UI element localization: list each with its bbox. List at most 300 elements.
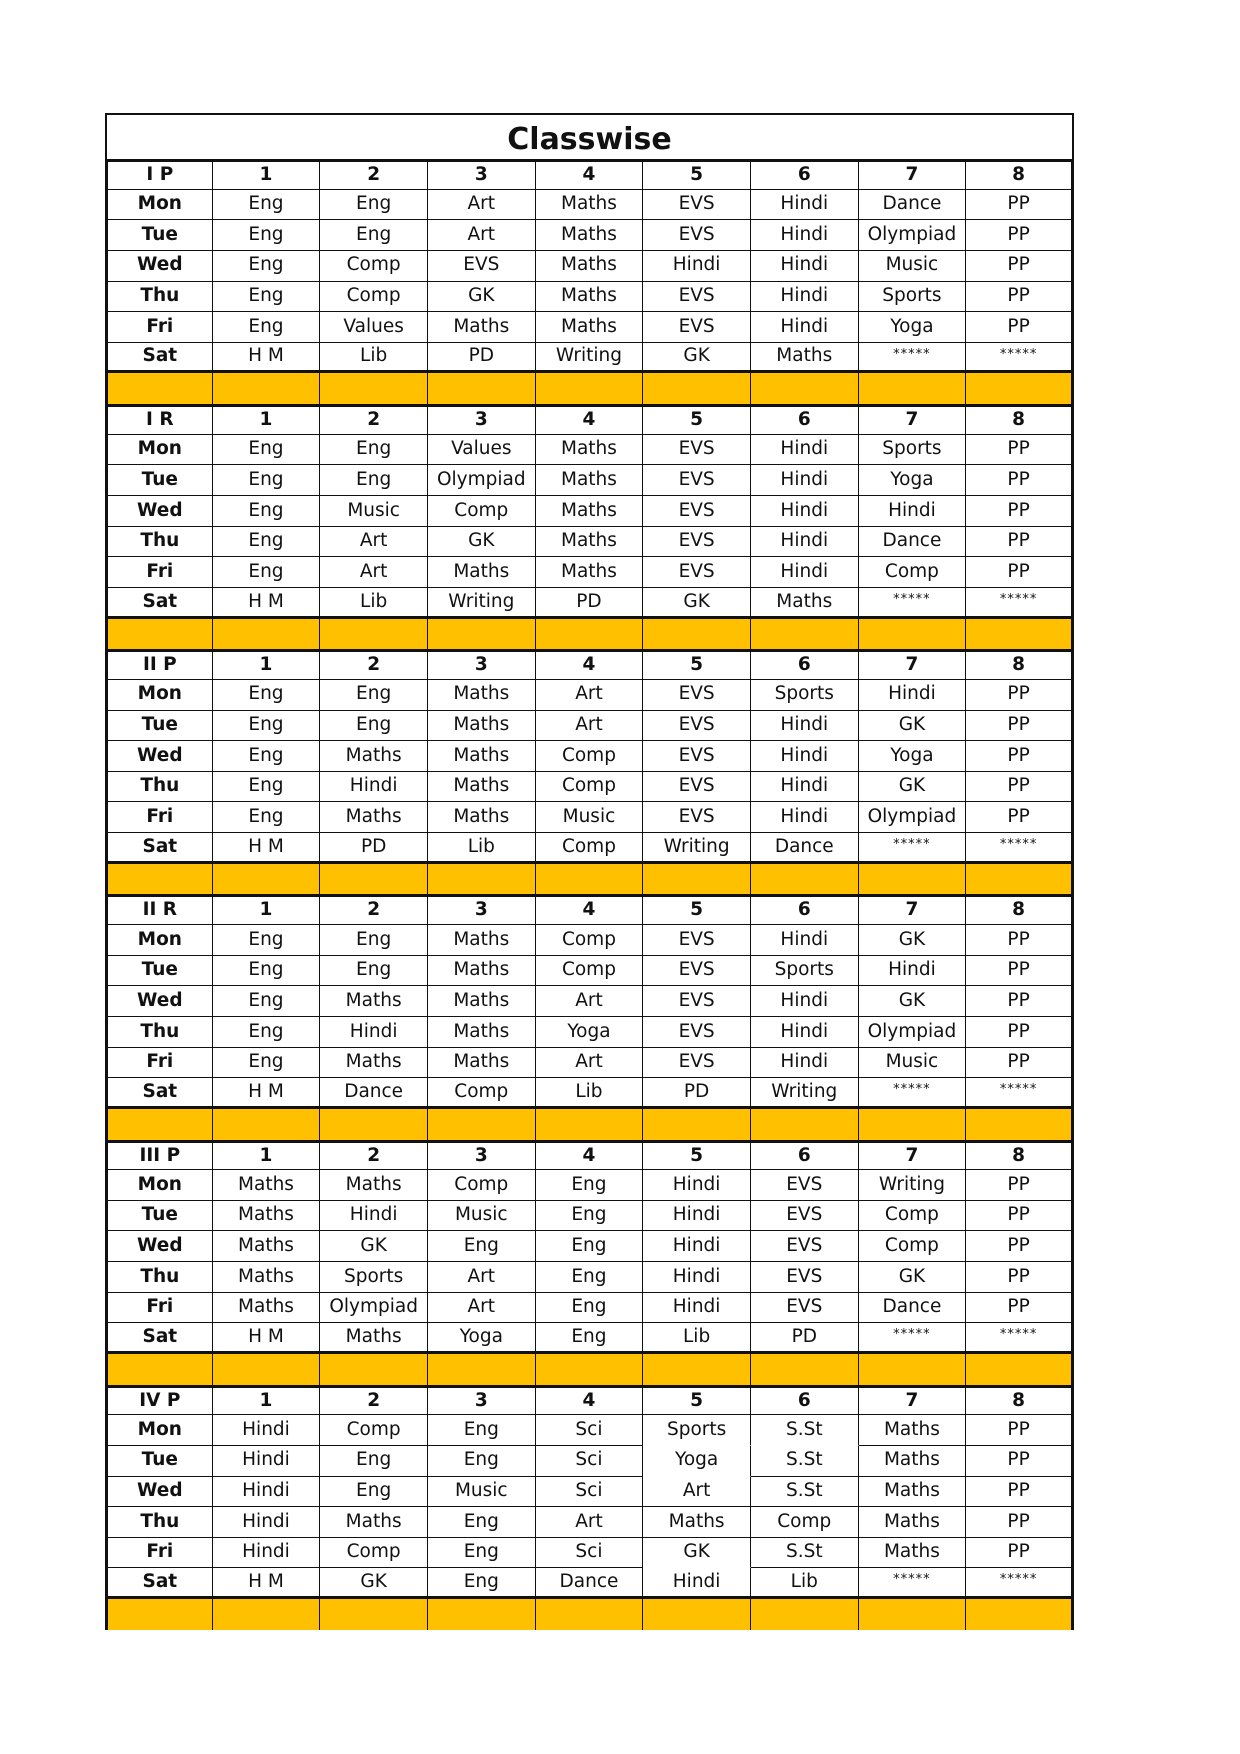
subject-cell: Hindi: [751, 312, 859, 343]
period-number: 5: [643, 894, 751, 925]
day-label: Thu: [105, 1507, 213, 1538]
subject-cell: Hindi: [751, 986, 859, 1017]
day-label: Sat: [105, 343, 213, 374]
subject-cell: Sports: [751, 956, 859, 987]
subject-cell: GK: [859, 711, 967, 742]
subject-cell: Maths: [428, 557, 536, 588]
subject-cell: H M: [213, 1568, 321, 1599]
period-number: 3: [428, 159, 536, 190]
period-number: 6: [751, 894, 859, 925]
separator-cell: [859, 864, 967, 895]
subject-cell: Maths: [859, 1415, 967, 1446]
subject-cell: PP: [966, 925, 1074, 956]
day-row: [105, 1477, 1074, 1508]
subject-cell: PP: [966, 1017, 1074, 1048]
subject-cell: S.St: [751, 1538, 859, 1569]
subject-cell: GK: [859, 986, 967, 1017]
subject-cell: Comp: [751, 1507, 859, 1538]
separator-row: [105, 373, 1074, 404]
period-number: 7: [859, 1385, 967, 1416]
subject-cell: Dance: [320, 1078, 428, 1109]
period-number: 2: [320, 159, 428, 190]
subject-cell: Sports: [643, 1415, 751, 1446]
period-number: 7: [859, 404, 967, 435]
subject-cell: Writing: [643, 833, 751, 864]
subject-cell: Maths: [751, 343, 859, 374]
subject-cell: Eng: [536, 1293, 644, 1324]
subject-cell: Eng: [320, 465, 428, 496]
subject-cell: Art: [428, 190, 536, 221]
subject-cell: GK: [320, 1231, 428, 1262]
separator-row: [105, 1599, 1074, 1630]
subject-cell: Maths: [859, 1507, 967, 1538]
subject-cell: Art: [536, 986, 644, 1017]
subject-cell: PP: [966, 190, 1074, 221]
day-label: Tue: [105, 1201, 213, 1232]
period-number: 6: [751, 159, 859, 190]
period-number: 1: [213, 894, 321, 925]
separator-cell: [536, 1354, 644, 1385]
day-label: Mon: [105, 680, 213, 711]
empty-period-cell: *****: [859, 588, 967, 619]
separator-cell: [536, 1109, 644, 1140]
subject-cell: Lib: [428, 833, 536, 864]
class-header-row: [105, 1385, 1074, 1416]
separator-cell: [643, 373, 751, 404]
subject-cell: Hindi: [213, 1507, 321, 1538]
subject-cell: PP: [966, 1262, 1074, 1293]
subject-cell: Lib: [320, 343, 428, 374]
day-row: [105, 312, 1074, 343]
subject-cell: Art: [536, 1048, 644, 1079]
day-row: [105, 772, 1074, 803]
subject-cell: Writing: [751, 1078, 859, 1109]
subject-cell: Hindi: [859, 680, 967, 711]
day-label: Tue: [105, 220, 213, 251]
subject-cell: EVS: [643, 1048, 751, 1079]
separator-cell: [966, 1354, 1074, 1385]
subject-cell: GK: [643, 343, 751, 374]
period-number: 4: [536, 894, 644, 925]
subject-cell: Hindi: [751, 1017, 859, 1048]
subject-cell: PD: [536, 588, 644, 619]
day-label: Sat: [105, 588, 213, 619]
subject-cell: Hindi: [751, 190, 859, 221]
subject-cell: EVS: [643, 956, 751, 987]
subject-cell: Olympiad: [428, 465, 536, 496]
day-label: Sat: [105, 833, 213, 864]
period-number: 6: [751, 1140, 859, 1171]
subject-cell: PP: [966, 802, 1074, 833]
subject-cell: Eng: [213, 986, 321, 1017]
period-number: 2: [320, 894, 428, 925]
day-row: [105, 190, 1074, 221]
day-row: [105, 986, 1074, 1017]
subject-cell: Maths: [320, 986, 428, 1017]
subject-cell: Comp: [428, 496, 536, 527]
subject-cell: GK: [643, 588, 751, 619]
period-number: 5: [643, 1385, 751, 1416]
subject-cell: Eng: [536, 1231, 644, 1262]
day-label: Mon: [105, 190, 213, 221]
day-row: [105, 1231, 1074, 1262]
subject-cell: EVS: [428, 251, 536, 282]
day-label: Thu: [105, 1262, 213, 1293]
subject-cell: Art: [536, 680, 644, 711]
class-header-row: [105, 159, 1074, 190]
day-row: [105, 1293, 1074, 1324]
subject-cell: PP: [966, 680, 1074, 711]
subject-cell: Writing: [536, 343, 644, 374]
subject-cell: Hindi: [751, 711, 859, 742]
period-number: 2: [320, 1385, 428, 1416]
subject-cell: Dance: [859, 527, 967, 558]
subject-cell: GK: [320, 1568, 428, 1599]
subject-cell: Comp: [859, 1201, 967, 1232]
class-name: I P: [105, 159, 213, 190]
subject-cell: Maths: [320, 741, 428, 772]
class-block: [105, 894, 1074, 1139]
period-number: 3: [428, 1385, 536, 1416]
subject-cell: Maths: [320, 1170, 428, 1201]
subject-cell: Music: [536, 802, 644, 833]
subject-cell: Hindi: [643, 1293, 751, 1324]
subject-cell: Hindi: [213, 1415, 321, 1446]
class-block: [105, 404, 1074, 649]
subject-cell: Sports: [859, 282, 967, 313]
subject-cell: S.St: [751, 1446, 859, 1477]
subject-cell: Hindi: [751, 741, 859, 772]
subject-cell: Sci: [536, 1477, 644, 1508]
subject-cell: Eng: [213, 1017, 321, 1048]
period-number: 4: [536, 404, 644, 435]
subject-cell: PP: [966, 1446, 1074, 1477]
subject-cell: Comp: [428, 1170, 536, 1201]
class-header-row: [105, 894, 1074, 925]
subject-cell: Olympiad: [859, 1017, 967, 1048]
subject-cell: Hindi: [751, 1048, 859, 1079]
day-label: Fri: [105, 1293, 213, 1324]
subject-cell: Hindi: [751, 527, 859, 558]
subject-cell: Maths: [859, 1538, 967, 1569]
subject-cell: Comp: [320, 1415, 428, 1446]
day-row: [105, 557, 1074, 588]
subject-cell: PP: [966, 282, 1074, 313]
subject-cell: PP: [966, 1507, 1074, 1538]
day-label: Wed: [105, 741, 213, 772]
separator-cell: [105, 1109, 213, 1140]
subject-cell: Maths: [536, 312, 644, 343]
empty-period-cell: *****: [966, 1568, 1074, 1599]
subject-cell: Hindi: [320, 1017, 428, 1048]
separator-cell: [536, 373, 644, 404]
subject-cell: Eng: [213, 251, 321, 282]
subject-cell: Sports: [859, 435, 967, 466]
subject-cell: Comp: [536, 925, 644, 956]
separator-row: [105, 1354, 1074, 1385]
period-number: 7: [859, 649, 967, 680]
subject-cell: Yoga: [643, 1446, 751, 1477]
period-number: 1: [213, 1385, 321, 1416]
period-number: 1: [213, 159, 321, 190]
day-row: [105, 956, 1074, 987]
subject-cell: Comp: [859, 1231, 967, 1262]
subject-cell: Olympiad: [859, 802, 967, 833]
subject-cell: Writing: [859, 1170, 967, 1201]
separator-cell: [213, 1599, 321, 1630]
subject-cell: Eng: [428, 1446, 536, 1477]
subject-cell: Eng: [536, 1201, 644, 1232]
separator-row: [105, 619, 1074, 650]
subject-cell: H M: [213, 588, 321, 619]
subject-cell: Eng: [428, 1415, 536, 1446]
subject-cell: Art: [643, 1477, 751, 1508]
period-number: 5: [643, 1140, 751, 1171]
separator-cell: [751, 619, 859, 650]
day-label: Tue: [105, 1446, 213, 1477]
subject-cell: EVS: [751, 1170, 859, 1201]
subject-cell: EVS: [643, 190, 751, 221]
period-number: 4: [536, 649, 644, 680]
subject-cell: Maths: [536, 557, 644, 588]
separator-cell: [105, 373, 213, 404]
class-name: II R: [105, 894, 213, 925]
subject-cell: Eng: [213, 527, 321, 558]
subject-cell: Maths: [536, 527, 644, 558]
day-label: Sat: [105, 1323, 213, 1354]
subject-cell: Eng: [213, 711, 321, 742]
separator-cell: [428, 373, 536, 404]
subject-cell: Eng: [213, 956, 321, 987]
subject-cell: Art: [536, 1507, 644, 1538]
day-row: [105, 925, 1074, 956]
subject-cell: Eng: [213, 772, 321, 803]
separator-cell: [643, 619, 751, 650]
class-block: [105, 1140, 1074, 1385]
subject-cell: EVS: [643, 435, 751, 466]
separator-row: [105, 1109, 1074, 1140]
class-header-row: [105, 404, 1074, 435]
subject-cell: Eng: [320, 1477, 428, 1508]
day-row: [105, 251, 1074, 282]
day-label: Fri: [105, 557, 213, 588]
subject-cell: Eng: [320, 925, 428, 956]
subject-cell: Comp: [536, 956, 644, 987]
subject-cell: H M: [213, 1078, 321, 1109]
subject-cell: PD: [428, 343, 536, 374]
subject-cell: Comp: [320, 282, 428, 313]
period-number: 2: [320, 404, 428, 435]
subject-cell: Maths: [213, 1293, 321, 1324]
subject-cell: Maths: [428, 711, 536, 742]
subject-cell: Dance: [751, 833, 859, 864]
subject-cell: Eng: [536, 1323, 644, 1354]
separator-cell: [213, 1109, 321, 1140]
period-number: 3: [428, 649, 536, 680]
separator-cell: [751, 373, 859, 404]
day-label: Thu: [105, 772, 213, 803]
subject-cell: Comp: [536, 833, 644, 864]
day-row: [105, 527, 1074, 558]
separator-cell: [536, 864, 644, 895]
day-label: Wed: [105, 1231, 213, 1262]
day-label: Mon: [105, 1170, 213, 1201]
separator-cell: [966, 1599, 1074, 1630]
subject-cell: Maths: [320, 1323, 428, 1354]
empty-period-cell: *****: [859, 343, 967, 374]
subject-cell: Eng: [213, 312, 321, 343]
subject-cell: Maths: [751, 588, 859, 619]
separator-cell: [428, 1599, 536, 1630]
day-label: Mon: [105, 435, 213, 466]
day-row: [105, 343, 1074, 374]
subject-cell: PP: [966, 312, 1074, 343]
subject-cell: GK: [859, 925, 967, 956]
separator-cell: [213, 864, 321, 895]
separator-cell: [859, 1354, 967, 1385]
separator-cell: [643, 1599, 751, 1630]
subject-cell: PP: [966, 527, 1074, 558]
subject-cell: Maths: [428, 741, 536, 772]
period-number: 2: [320, 1140, 428, 1171]
subject-cell: Maths: [536, 220, 644, 251]
subject-cell: Music: [428, 1201, 536, 1232]
subject-cell: Sci: [536, 1446, 644, 1477]
day-row: [105, 1568, 1074, 1599]
subject-cell: Hindi: [320, 772, 428, 803]
day-label: Fri: [105, 1048, 213, 1079]
empty-period-cell: *****: [859, 1568, 967, 1599]
separator-cell: [643, 1354, 751, 1385]
class-name: III P: [105, 1140, 213, 1171]
subject-cell: Hindi: [751, 220, 859, 251]
class-header-row: [105, 1140, 1074, 1171]
subject-cell: PP: [966, 1415, 1074, 1446]
subject-cell: Eng: [213, 282, 321, 313]
subject-cell: Maths: [536, 465, 644, 496]
subject-cell: Art: [428, 1262, 536, 1293]
day-label: Thu: [105, 1017, 213, 1048]
subject-cell: Yoga: [859, 741, 967, 772]
day-row: [105, 1170, 1074, 1201]
subject-cell: PP: [966, 496, 1074, 527]
subject-cell: EVS: [643, 1017, 751, 1048]
period-number: 8: [966, 649, 1074, 680]
period-number: 8: [966, 1140, 1074, 1171]
class-blocks: [105, 159, 1074, 1630]
separator-cell: [966, 864, 1074, 895]
class-block: [105, 649, 1074, 894]
subject-cell: Maths: [536, 282, 644, 313]
separator-cell: [105, 619, 213, 650]
subject-cell: Maths: [536, 496, 644, 527]
day-label: Sat: [105, 1568, 213, 1599]
subject-cell: PP: [966, 1231, 1074, 1262]
empty-period-cell: *****: [859, 1078, 967, 1109]
separator-cell: [428, 1354, 536, 1385]
class-block: [105, 1385, 1074, 1630]
subject-cell: Music: [320, 496, 428, 527]
subject-cell: Eng: [320, 1446, 428, 1477]
separator-cell: [859, 1109, 967, 1140]
subject-cell: PD: [643, 1078, 751, 1109]
subject-cell: Hindi: [643, 1201, 751, 1232]
subject-cell: Maths: [428, 1048, 536, 1079]
empty-period-cell: *****: [859, 1323, 967, 1354]
day-row: [105, 680, 1074, 711]
subject-cell: PP: [966, 1048, 1074, 1079]
period-number: 6: [751, 404, 859, 435]
subject-cell: Art: [320, 527, 428, 558]
empty-period-cell: *****: [966, 1323, 1074, 1354]
day-row: [105, 1446, 1074, 1477]
subject-cell: Maths: [320, 802, 428, 833]
title-row: [105, 113, 1074, 159]
subject-cell: EVS: [643, 220, 751, 251]
subject-cell: Values: [428, 435, 536, 466]
separator-cell: [320, 1109, 428, 1140]
subject-cell: EVS: [643, 986, 751, 1017]
subject-cell: Hindi: [751, 251, 859, 282]
empty-period-cell: *****: [966, 1078, 1074, 1109]
day-row: [105, 1323, 1074, 1354]
day-row: [105, 1262, 1074, 1293]
separator-cell: [536, 619, 644, 650]
subject-cell: Hindi: [751, 496, 859, 527]
subject-cell: EVS: [751, 1201, 859, 1232]
subject-cell: Art: [428, 1293, 536, 1324]
day-label: Wed: [105, 986, 213, 1017]
subject-cell: Music: [859, 1048, 967, 1079]
subject-cell: Maths: [213, 1201, 321, 1232]
period-number: 4: [536, 1385, 644, 1416]
subject-cell: Art: [428, 220, 536, 251]
subject-cell: Maths: [213, 1170, 321, 1201]
subject-cell: H M: [213, 343, 321, 374]
subject-cell: Lib: [536, 1078, 644, 1109]
separator-cell: [105, 1354, 213, 1385]
day-row: [105, 435, 1074, 466]
subject-cell: Hindi: [643, 1170, 751, 1201]
subject-cell: Dance: [859, 1293, 967, 1324]
subject-cell: Maths: [643, 1507, 751, 1538]
separator-cell: [751, 1109, 859, 1140]
class-name: I R: [105, 404, 213, 435]
separator-cell: [966, 619, 1074, 650]
subject-cell: PP: [966, 435, 1074, 466]
period-number: 1: [213, 404, 321, 435]
subject-cell: Hindi: [213, 1446, 321, 1477]
subject-cell: Yoga: [536, 1017, 644, 1048]
day-label: Tue: [105, 956, 213, 987]
subject-cell: EVS: [643, 282, 751, 313]
separator-cell: [966, 1109, 1074, 1140]
class-name: IV P: [105, 1385, 213, 1416]
separator-cell: [213, 373, 321, 404]
subject-cell: Maths: [859, 1477, 967, 1508]
separator-cell: [859, 1599, 967, 1630]
subject-cell: EVS: [751, 1231, 859, 1262]
period-number: 8: [966, 159, 1074, 190]
subject-cell: GK: [428, 527, 536, 558]
period-number: 7: [859, 1140, 967, 1171]
period-number: 8: [966, 894, 1074, 925]
day-row: [105, 1538, 1074, 1569]
subject-cell: Hindi: [859, 496, 967, 527]
day-row: [105, 496, 1074, 527]
separator-cell: [966, 373, 1074, 404]
subject-cell: Maths: [428, 772, 536, 803]
